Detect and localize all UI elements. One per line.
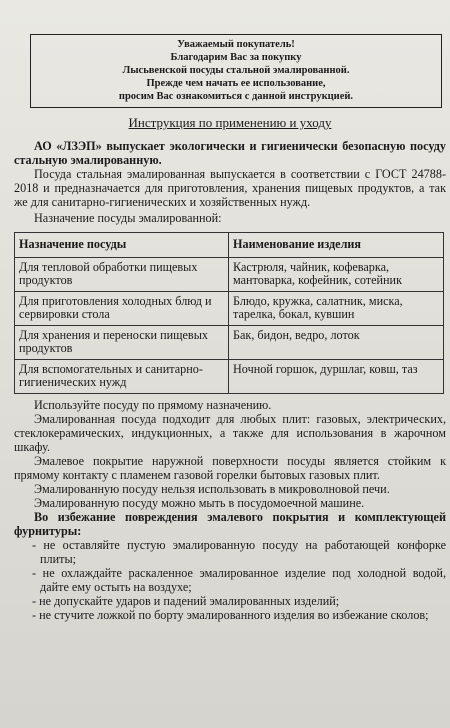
list-item: - не оставляйте пустую эмалированную посуду на работающей конфорке плиты;	[32, 537, 446, 566]
gost-paragraph: Посуда стальная эмалированная выпускается в соответствии с ГОСТ 24788-2018 и предназначается для приготовления, хранения пищевых продуктов, а так же для санитарно-гигиенических и хозяйственных нужд.	[14, 167, 446, 209]
table-cell: Для вспомогательных и санитарно-гигиенических нужд	[15, 359, 229, 393]
usage-paragraph: Эмалированную посуду можно мыть в посудомоечной машине.	[34, 495, 365, 510]
usage-section	[14, 398, 446, 510]
usage-paragraph: Эмалированная посуда подходит для любых плит: газовых, электрических, стеклокерамических, индукционных, а также для использования в жарочном шкафу.	[14, 411, 446, 454]
greeting-box	[30, 34, 442, 108]
greeting-line: Лысьвенской посуды стальной эмалированной.	[122, 65, 350, 76]
list-item: - не допускайте ударов и падений эмалированных изделий;	[32, 593, 340, 608]
table-cell: Для приготовления холодных блюд и сервировки стола	[15, 291, 229, 325]
table-row	[15, 359, 444, 393]
intro-paragraph: АО «ЛЗЭП» выпускает экологически и гигиенически безопасную посуду стальную эмалированную.	[14, 139, 446, 167]
table-row	[15, 291, 444, 325]
list-item: - не охлаждайте раскаленное эмалированное изделие под холодной водой, дайте ему остыть на воздухе;	[32, 565, 446, 594]
greeting-line: Уважаемый покупатель!	[177, 39, 295, 50]
usage-paragraph: Эмалированную посуду нельзя использовать в микроволновой печи.	[34, 481, 390, 496]
warning-heading: Во избежание повреждения эмалевого покрытия и комплектующей фурнитуры:	[14, 509, 446, 538]
purpose-heading: Назначение посуды эмалированной:	[34, 211, 222, 225]
greeting-line: просим Вас ознакомиться с данной инструкцией.	[118, 91, 354, 102]
table-cell: Для хранения и переноски пищевых продуктов	[15, 325, 229, 359]
greeting-line: Благодарим Вас за покупку	[170, 52, 302, 63]
table-cell: Ночной горшок, дуршлаг, ковш, таз	[229, 359, 444, 393]
usage-paragraph: Используйте посуду по прямому назначению.	[34, 397, 272, 412]
table-row	[15, 325, 444, 359]
table-cell: Для тепловой обработки пищевых продуктов	[15, 257, 229, 291]
document-title: Инструкция по применению и уходу	[128, 115, 332, 130]
table-header-purpose: Назначение посуды	[15, 233, 229, 258]
warning-list	[14, 538, 446, 622]
table-row	[15, 257, 444, 291]
table-cell: Кастрюля, чайник, кофеварка, мантоварка, кофейник, сотейник	[229, 257, 444, 291]
greeting-line: Прежде чем начать ее использование,	[146, 78, 326, 89]
table-header-row	[15, 233, 444, 258]
table-cell: Блюдо, кружка, салатник, миска, тарелка, бокал, кувшин	[229, 291, 444, 325]
list-item: - не стучите ложкой по борту эмалированного изделия во избежание сколов;	[32, 607, 429, 622]
usage-paragraph: Эмалевое покрытие наружной поверхности посуды является стойким к прямому контакту с пламенем газовой горелки бытовых газовых плит.	[14, 453, 446, 482]
table-cell: Бак, бидон, ведро, лоток	[229, 325, 444, 359]
table-header-product: Наименование изделия	[229, 233, 444, 258]
purpose-table	[14, 232, 444, 394]
